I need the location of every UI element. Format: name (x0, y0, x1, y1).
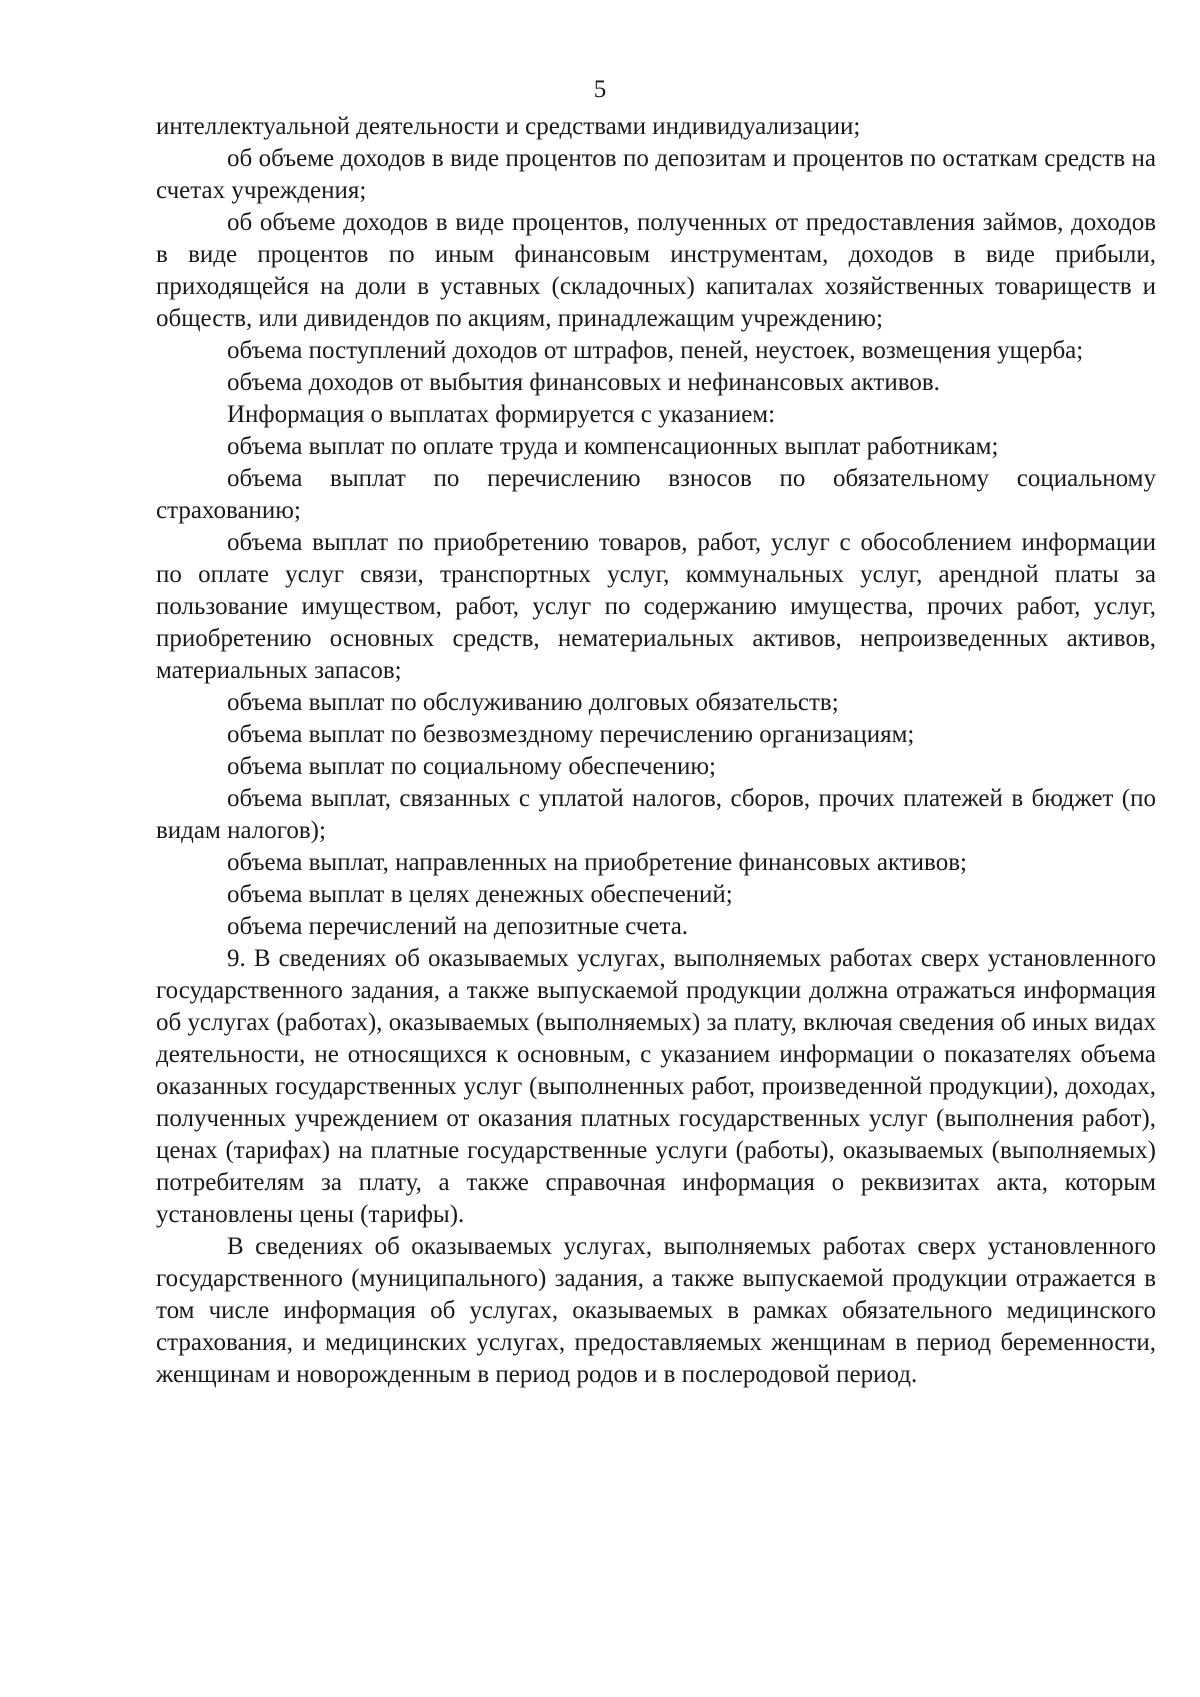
paragraph: объема выплат по безвозмездному перечислению организациям; (227, 721, 915, 748)
paragraph: объема выплат по приобретению товаров, работ, услуг с обособлением информации по оплате услуг связи, транспортных услуг, коммунальных услуг, арендной платы за пользование имуществом, работ, услуг по содержанию имущества, прочих работ, услуг, приобретению основных средств, нематериальных активов, непроизведенных активов, материальных запасов; (156, 529, 1156, 684)
paragraph: об объеме доходов в виде процентов по депозитам и процентов по остаткам средств на счетах учреждения; (156, 145, 1156, 204)
document-body (156, 111, 1156, 1391)
paragraph: объема выплат по оплате труда и компенсационных выплат работникам; (227, 433, 999, 460)
paragraph: В сведениях об оказываемых услугах, выполняемых работах сверх установленного государственного (муниципального) задания, а также выпускаемой продукции отражается в том числе информация об услугах, оказываемых в рамках обязательного медицинского страхования, и медицинских услугах, предоставляемых женщинам в период беременности, женщинам и новорожденным в период родов и в послеродовой период. (156, 1233, 1156, 1388)
numbered-paragraph-9: 9. В сведениях об оказываемых услугах, выполняемых работах сверх установленного государственного задания, а также выпускаемой продукции должна отражаться информация об услугах (работах), оказываемых (выполняемых) за плату, включая сведения об иных видах деятельности, не относящихся к основным, с указанием информации о показателях объема оказанных государственных услуг (выполненных работ, произведенной продукции), доходах, полученных учреждением от оказания платных государственных услуг (выполнения работ), ценах (тарифах) на платные государственные услуги (работы), оказываемых (выполняемых) потребителям за плату, а также справочная информация о реквизитах акта, которым установлены цены (тарифы). (156, 945, 1156, 1228)
page-number: 5 (593, 76, 607, 103)
paragraph: объема выплат по обслуживанию долговых обязательств; (227, 689, 839, 716)
paragraph: объема выплат, связанных с уплатой налогов, сборов, прочих платежей в бюджет (по видам налогов); (156, 785, 1156, 844)
paragraph: объема поступлений доходов от штрафов, пеней, неустоек, возмещения ущерба; (227, 337, 1084, 364)
paragraph: объема выплат, направленных на приобретение финансовых активов; (227, 849, 967, 876)
paragraph: Информация о выплатах формируется с указанием: (227, 401, 776, 428)
paragraph: объема выплат в целях денежных обеспечений; (227, 881, 733, 908)
paragraph-continuation: интеллектуальной деятельности и средствами индивидуализации; (156, 113, 861, 140)
paragraph: объема выплат по социальному обеспечению; (227, 753, 716, 780)
paragraph: об объеме доходов в виде процентов, полученных от предоставления займов, доходов в виде процентов по иным финансовым инструментам, доходов в виде прибыли, приходящейся на доли в уставных (складочных) капиталах хозяйственных товариществ и обществ, или дивидендов по акциям, принадлежащим учреждению; (156, 209, 1156, 332)
paragraph: объема перечислений на депозитные счета. (227, 913, 689, 940)
paragraph: объема доходов от выбытия финансовых и нефинансовых активов. (227, 369, 940, 396)
paragraph: объема выплат по перечислению взносов по обязательному социальному страхованию; (156, 465, 1156, 524)
